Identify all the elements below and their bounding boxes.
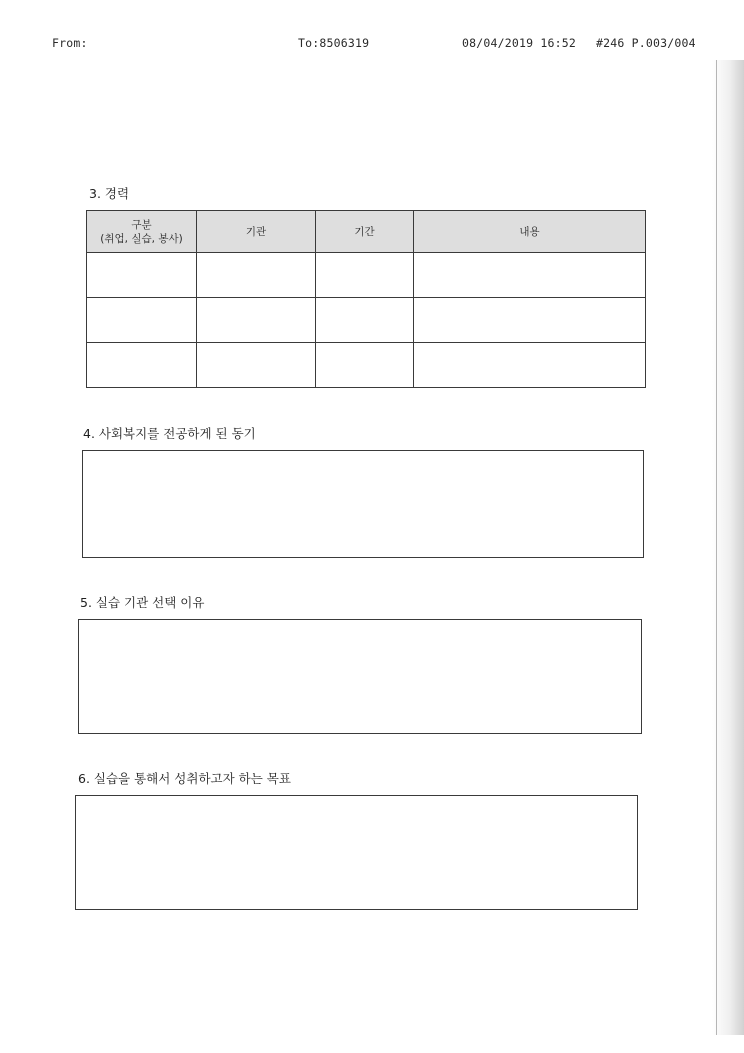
table-row [87,253,646,298]
section-6-title: 6. 실습을 통해서 성취하고자 하는 목표 [78,771,291,786]
header-category [87,211,197,253]
fax-header [0,36,744,52]
cell-content[interactable] [414,253,646,298]
table-row [87,343,646,388]
motivation-answer-box[interactable] [82,450,644,558]
cell-period[interactable] [316,253,414,298]
section-4-title: 4. 사회복지를 전공하게 된 동기 [83,426,256,441]
agency-reason-answer-box[interactable] [78,619,642,734]
fax-from: From: [52,36,88,50]
cell-category[interactable] [87,253,197,298]
cell-content[interactable] [414,343,646,388]
cell-period[interactable] [316,298,414,343]
table-row [87,298,646,343]
cell-organization[interactable] [197,343,316,388]
fax-datetime: 08/04/2019 16:52 [462,36,576,50]
header-content: 내용 [414,211,646,253]
cell-period[interactable] [316,343,414,388]
cell-organization[interactable] [197,253,316,298]
cell-category[interactable] [87,298,197,343]
section-3-title: 3. 경력 [89,186,130,201]
fax-page-ref: #246 P.003/004 [596,36,696,50]
cell-category[interactable] [87,343,197,388]
header-period: 기간 [316,211,414,253]
career-table [86,210,646,388]
section-5-title: 5. 실습 기관 선택 이유 [80,595,205,610]
cell-organization[interactable] [197,298,316,343]
header-organization: 기관 [197,211,316,253]
table-header-row [87,211,646,253]
fax-to-number: To:8506319 [298,36,370,50]
scan-edge-line [716,60,717,1035]
header-category-sub: (취업, 실습, 봉사) [100,232,183,245]
goal-answer-box[interactable] [75,795,638,910]
cell-content[interactable] [414,298,646,343]
header-category-label: 구분 [131,218,152,231]
